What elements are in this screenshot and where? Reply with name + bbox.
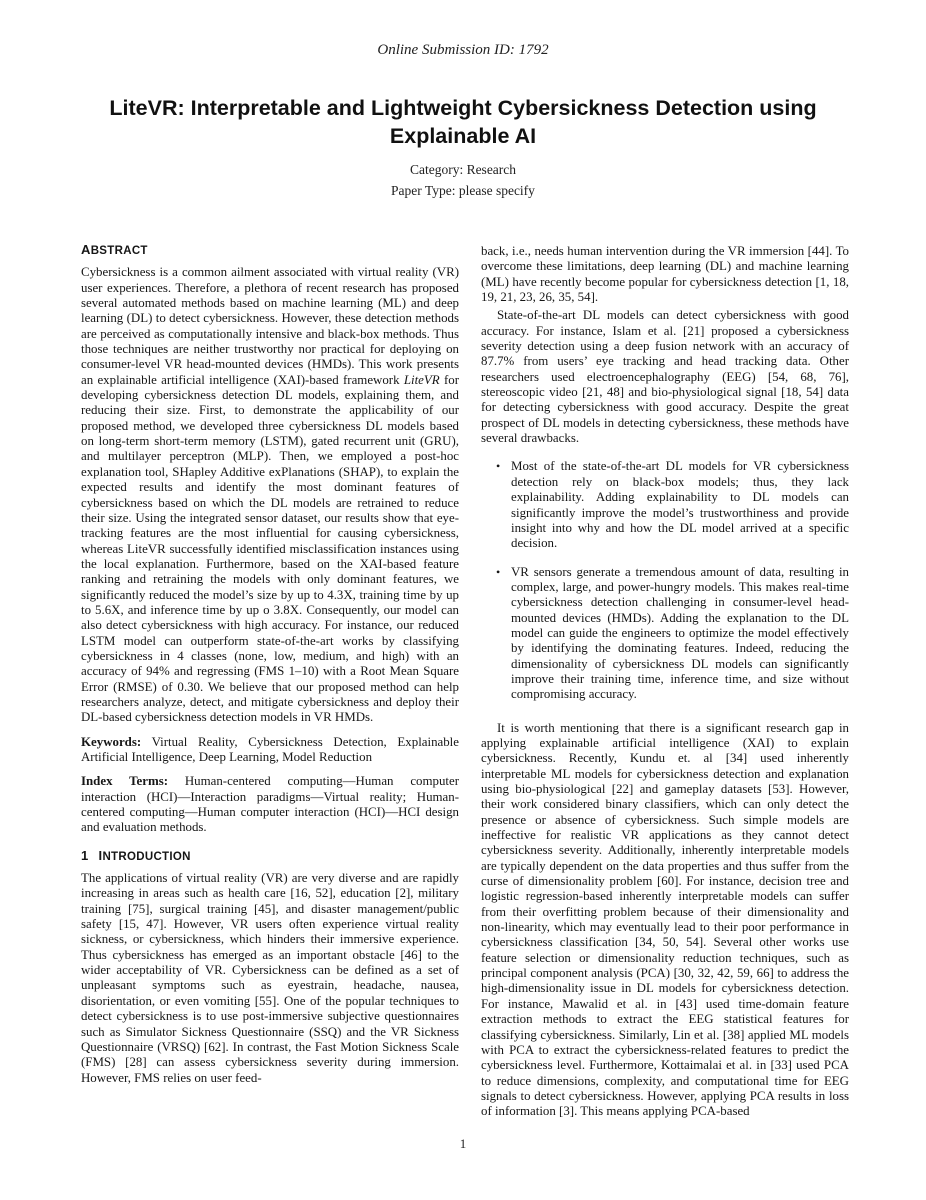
abstract-text: Cybersickness is a common ailment associated with virtual reality (VR) user experiences. Therefore, a plethora of recent research has proposed several automated methods based on machine learning (ML) and deep learning (DL) to detect cybersickness. However, these detection methods are perceived as computationally intensive and black-box methods. Thus those techniques are neither trustworthy nor practical for deploying on consumer-level VR head-mounted devices (HMDs). This work presents an explainable artificial intelligence (XAI)-based framework LiteVR for developing cybersickness detection DL models, explaining them, and reducing their size. First, to demonstrate the applicability of our proposed method, we developed three cybersickness DL models based on long-term short-term memory (LSTM), gated recurrent unit (GRU), and multilayer perceptron (MLP). Then, we employed a post-hoc explanation tool, SHapley Additive exPlanations (SHAP), to explain the expected results and identify the most dominant features of cybersickness based on which the DL models are retrained to reduce their size. Using the integrated sensor dataset, our results show that eye-tracking features are the most influential for causing cybersickness, whereas LiteVR successfully identified misclassification instances using the local explanation. Furthermore, based on the XAI-based feature ranking and retraining the models with only dominant features, we significantly reduced the model’s size by up to 4.3X, training time by up to 5.6X, and inference time by up o 3.8X. Consequently, our model can also detect cybersickness with high accuracy. For instance, our reduced LSTM model can outperform state-of-the-art works by classifying cybersickness in 4 classes (none, low, medium, and high) with an accuracy of 94% and regressing (FMS 1–10) with a Root Mean Square Error (RMSE) of 0.30. We believe that our proposed method can help researchers analyze, detect, and mitigate cybersickness and deploy their DL-based cybersickness detection models in VR HMDs.	[81, 265, 459, 725]
paper-category: Category: Research	[409, 162, 517, 177]
abstract-heading: ABSTRACT	[81, 242, 148, 257]
keywords: Keywords: Virtual Reality, Cybersickness Detection, Explainable Artificial Intelligence, Deep Learning, Model Reduction	[81, 734, 459, 764]
list-item: • VR sensors generate a tremendous amount of data, resulting in complex, large, and power-hungry models. This makes real-time cybersickness detection challenging in consumer-level head-mounted devices (HMDs). Adding the explanation to the DL model can guide the engineers to optimize the model effectively by identifying the dominating features. Indeed, reducing the dimensionality of cybersickness DL models can significantly improve their training time, inference time, and size without compromising accuracy.	[496, 564, 849, 702]
framework-name: LiteVR	[403, 372, 440, 387]
page-number: 1	[459, 1136, 467, 1151]
drawbacks-list	[481, 459, 849, 702]
left-column	[81, 242, 459, 1086]
paper-type: Paper Type: please specify	[391, 183, 535, 198]
intro-paragraph-3: It is worth mentioning that there is a significant research gap in applying explainable artificial intelligence (XAI) to explain cybersickness. Recently, Kundu et. al [34] used inherently interpretable ML models for cybersickness detection and explanation using bio-physiological [22] and gameplay datasets [53]. However, their work considered binary classifiers, which can only detect the presence or absence of cybersickness. Such simple models are ineffective for realistic VR applications as they cannot detect cybersickness severity. Additionally, inherently interpretable models are typically dependent on the data properties and thus suffer from the curse of dimensionality problem [60]. For instance, decision tree and logistic regression-based inherently interpretable models can suffer from their overfitting problem because of their dimensionality and non-linearity, which may eventually lead to their poor performance in cybersickness classification [34, 50, 54]. Several other works use feature selection or dimensionality reduction techniques, such as principal component analysis (PCA) [30, 32, 42, 59, 66] to address the high-dimensionality issue in DL models for cybersickness detection. For instance, Mawalid et al. in [43] used time-domain feature extraction methods to extract the EEG statistical features for classifying cybersickness. Similarly, Lin et al. [38] applied ML models with PCA to extract the cybersickness-related features to predict the cybersickness level. Furthermore, Kottaimalai et al. in [33] used PCA to reduce dimensions, complexity, and computational time for EEG signals to detect cybersickness. However, applying PCA results in loss of information [3]. This means applying PCA-based	[481, 720, 849, 1119]
paper-title: LiteVR: Interpretable and Lightweight Cybersickness Detection using Explainable AI	[109, 96, 817, 148]
bullet-icon: •	[496, 564, 501, 579]
submission-id: Online Submission ID: 1792	[377, 42, 549, 58]
index-terms: Index Terms: Human-centered computing—Human computer interaction (HCI)—Interaction paradigms—Virtual reality; Human-centered computing—Human computer interaction (HCI)—HCI design and evaluation methods.	[81, 774, 459, 835]
intro-paragraph-1-continued: back, i.e., needs human intervention during the VR immersion [44]. To overcome these limitations, deep learning (DL) and machine learning (ML) have recently become popular for cybersickness detection [1, 18, 19, 21, 23, 26, 35, 54].	[481, 244, 849, 305]
intro-paragraph-2: State-of-the-art DL models can detect cybersickness with good accuracy. For instance, Islam et al. [21] proposed a cybersickness severity detection using a deep fusion network with an accuracy of 87.7% from users’ eye tracking and head tracking data. Other researchers used electroencephalography (EEG) [54, 68, 76], stereoscopic video [21, 48] and bio-physiological signal [18, 54] data for detecting cybersickness with good accuracy. Despite the great prospect of DL models in detecting cybersickness, these methods have several drawbacks.	[481, 308, 849, 446]
bullet-icon: •	[496, 459, 501, 474]
right-column	[481, 244, 849, 1120]
intro-paragraph-1: The applications of virtual reality (VR) are very diverse and are rapidly increasing in areas such as health care [16, 52], education [2], military training [75], surgical training [45], and disaster management/public safety [15, 47]. However, VR users often experience virtual reality sickness, or cybersickness, which hinders their immersive experience. Thus cybersickness has emerged as an important obstacle [46] to the wider acceptability of VR. Cybersickness can be defined as a set of unpleasant symptoms such as eyestrain, headache, nausea, disorientation, or even vomiting [55]. One of the popular techniques to detect cybersickness is to use post-immersive subjective questionnaires such as Simulator Sickness Questionnaire (SSQ) and the VR Sickness Questionnaire (VRSQ) [62]. In contrast, the Fast Motion Sickness Scale (FMS) [28] can assess cybersickness severity during immersion. However, FMS relies on user feed-	[81, 871, 459, 1085]
list-item: • Most of the state-of-the-art DL models for VR cybersickness detection rely on black-box models; thus, they lack explainability. Adding explainability to DL models can significantly improve the model’s trustworthiness and provide insight into why and how the DL model arrived at a specific decision.	[496, 459, 849, 551]
introduction-heading: 1 INTRODUCTION	[81, 847, 191, 863]
